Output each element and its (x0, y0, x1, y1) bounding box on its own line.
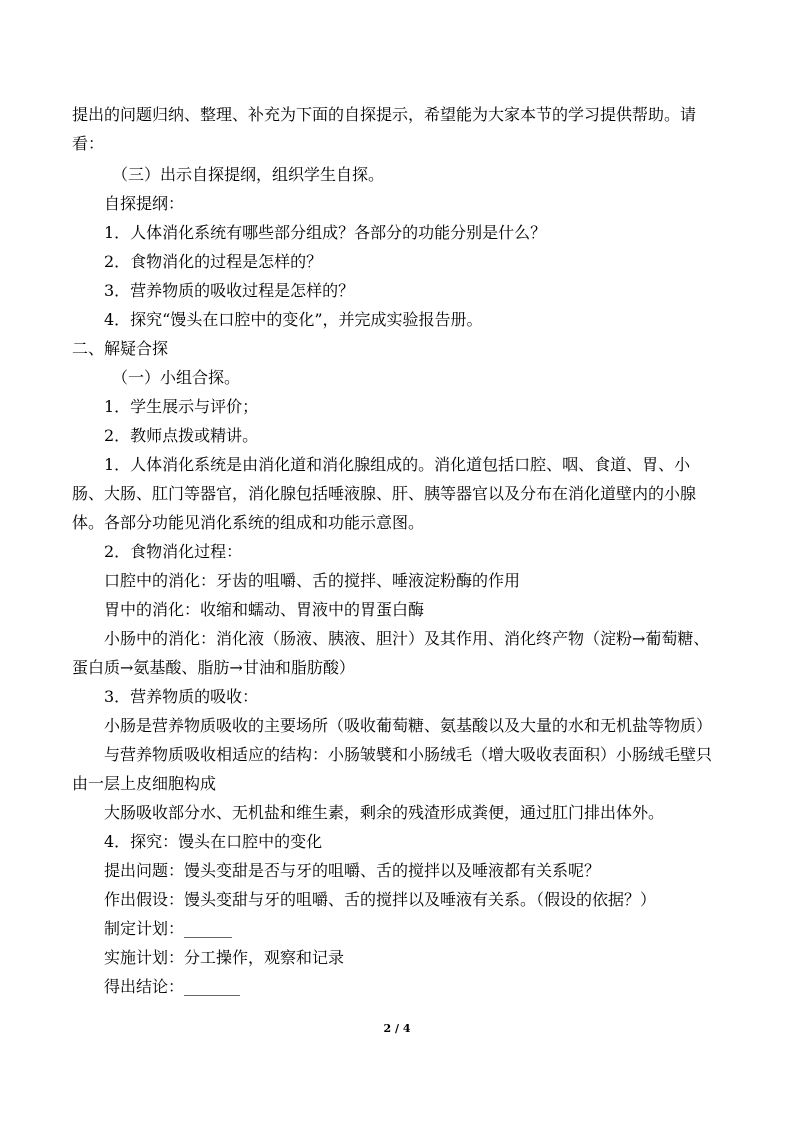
page-number: 2 / 4 (383, 1022, 411, 1035)
paragraph-outline-3: 3．营养物质的吸收过程是怎样的？ (104, 281, 355, 300)
paragraph-hypothesis: 作出假设：馒头变甜与牙的咀嚼、舌的搅拌以及唾液有关系。（假设的依据？） (104, 890, 657, 909)
paragraph-large-intestine: 大肠吸收部分水、无机盐和维生素，剩余的残渣形成粪便，通过肛门排出体外。 (104, 803, 665, 822)
paragraph-outline-2: 2．食物消化的过程是怎样的？ (104, 252, 323, 271)
paragraph-absorption-title: 3．营养物质的吸收： (104, 687, 259, 706)
paragraph-heading-3: （三）出示自探提纲，组织学生自探。 (112, 165, 385, 184)
paragraph-plan: 制定计划：______ (104, 919, 233, 938)
paragraph-implement: 实施计划：分工操作，观察和记录 (104, 948, 345, 967)
paragraph-group-explore: （一）小组合探。 (112, 368, 241, 387)
paragraph-outline-title: 自探提纲： (104, 194, 185, 213)
paragraph-outline-1: 1．人体消化系统有哪些部分组成？各部分的功能分别是什么？ (104, 223, 547, 242)
paragraph-absorption-structure: 与营养物质吸收相适应的结构：小肠皱襞和小肠绒毛（增大吸收表面积）小肠绒毛壁只由一层上皮细胞构成 (72, 745, 713, 793)
paragraph-absorption-site: 小肠是营养物质吸收的主要场所（吸收葡萄糖、氨基酸以及大量的水和无机盐等物质） (104, 716, 713, 735)
paragraph-outline-4: 4．探究“馒头在口腔中的变化”，并完成实验报告册。 (104, 310, 483, 329)
paragraph-intro: 提出的问题归纳、整理、补充为下面的自探提示，希望能为大家本节的学习提供帮助。请看： (72, 105, 697, 153)
paragraph-digestion-title: 2．食物消化过程： (104, 542, 243, 561)
paragraph-stomach-digestion: 胃中的消化：收缩和蠕动、胃液中的胃蛋白酶 (104, 600, 425, 619)
paragraph-question: 提出问题：馒头变甜是否与牙的咀嚼、舌的搅拌以及唾液都有关系呢？ (104, 861, 601, 880)
section-heading-2: 二、解疑合探 (72, 339, 169, 358)
paragraph-digestive-system: 1．人体消化系统是由消化道和消化腺组成的。消化道包括口腔、咽、食道、胃、小肠、大肠、肛门等器官，消化腺包括唾液腺、肝、胰等器官以及分布在消化道壁内的小腺体。 (72, 455, 697, 532)
paragraph-item-1: 1．学生展示与评价； (104, 397, 259, 416)
paragraph-experiment-title: 4．探究：馒头在口腔中的变化 (104, 832, 323, 851)
paragraph-mouth-digestion: 口腔中的消化：牙齿的咀嚼、舌的搅拌、唾液淀粉酶的作用 (104, 571, 521, 590)
paragraph-intestine-digestion: 小肠中的消化：消化液（肠液、胰液、胆汁）及其作用、消化终产物（淀粉→葡萄糖、蛋白质→氨基酸、脂肪→甘油和脂肪酸） (72, 629, 710, 677)
paragraph-conclusion: 得出结论：_______ (104, 977, 241, 996)
paragraph-item-2: 2．教师点拨或精讲。 (104, 426, 259, 445)
paragraph-function-note: 各部分功能见消化系统的组成和功能示意图。 (104, 513, 425, 532)
